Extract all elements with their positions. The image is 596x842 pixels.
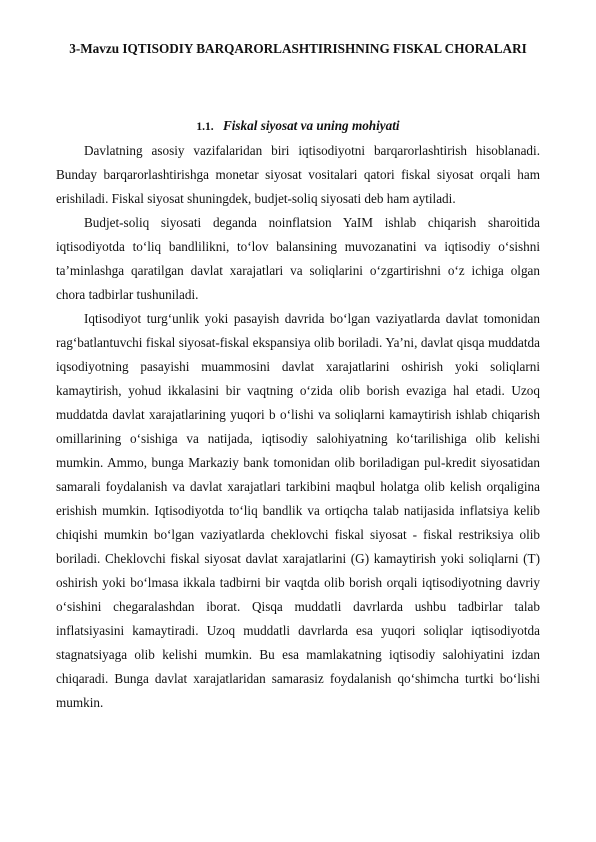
- section-heading: [56, 118, 540, 135]
- document-title: 3-Mavzu IQTISODIY BARQARORLASHTIRISHNING FISKAL CHORALARI: [69, 41, 527, 56]
- paragraph: Davlatning asosiy vazifalaridan biri iqtisodiyotni barqarorlashtirish hisoblanadi. Bunday barqarorlashtirishga monetar siyosat vositalari qatori fiskal siyosat orqali ham erishiladi. Fiskal siyosat shuningdek, budjet-soliq siyosati deb ham aytiladi.: [56, 143, 540, 206]
- section-title: Fiskal siyosat va uning mohiyati: [222, 118, 400, 133]
- document-body: [56, 139, 540, 715]
- section-number: 1.1.: [196, 121, 214, 133]
- paragraph: Budjet-soliq siyosati deganda noinflatsion YaIM ishlab chiqarish sharoitida iqtisodiyotda to‘liq bandlilikni, to‘lov balansining muvozanatini va iqtisodiy o‘sishni ta’minlashga qaratilgan davlat xarajatlari va soliqlarini o‘zgartirishni o‘z ichiga olgan chora tadbirlar tushuniladi.: [56, 215, 540, 302]
- paragraph: Iqtisodiyot turg‘unlik yoki pasayish davrida bo‘lgan vaziyatlarda davlat tomonidan rag‘batlantuvchi fiskal siyosat-fiskal ekspansiya olib boriladi. Ya’ni, davlat qisqa muddatda iqsodiyotning pasayishi muammosini davlat xarajatlarini oshirish yoki soliqlarni kamaytirish, yohud ikkalasini bir vaqtning o‘zida olib borish evaziga hal etadi. Uzoq muddatda davlat xarajatlarining yuqori b o‘lishi va soliqlarni kamaytirish ishlab chiqarish omillarining o‘sishiga va natijada, iqtisodiy salohiyatning ko‘tarilishiga olib kelishi mumkin. Ammo, bunga Markaziy bank tomonidan olib boriladigan pul-kredit siyosatidan samarali foydalanish va davlat xarajatlari tarkibini maqbul holatga olib kelish orqaligina erishish mumkin. Iqtisodiyotda to‘liq bandlik va ortiqcha talab natijasida inflatsiya kelib chiqishi mumkin bo‘lgan vaziyatlarda cheklovchi fiskal siyosat - fiskal restriksiya olib boriladi. Cheklovchi fiskal siyosat davlat xarajatlarini (G) kamaytirish yoki soliqlarni (T) oshirish yoki bo‘lmasa ikkala tadbirni bir vaqtda olib borish orqali iqtisodiyotning davriy o‘sishini chegaralashdan iborat. Qisqa muddatli davrlarda ushbu tadbirlar talab inflatsiyasini kamaytiradi. Uzoq muddatli davrlarda esa yuqori soliqlar iqtisodiyotda stagnatsiyaga olib kelishi mumkin. Bu esa mamlakatning iqtisodiy salohiyatini izdan chiqaradi. Bunga davlat xarajatlaridan samarasiz foydalanish qo‘shimcha turtki bo‘lishi mumkin.: [56, 311, 540, 710]
